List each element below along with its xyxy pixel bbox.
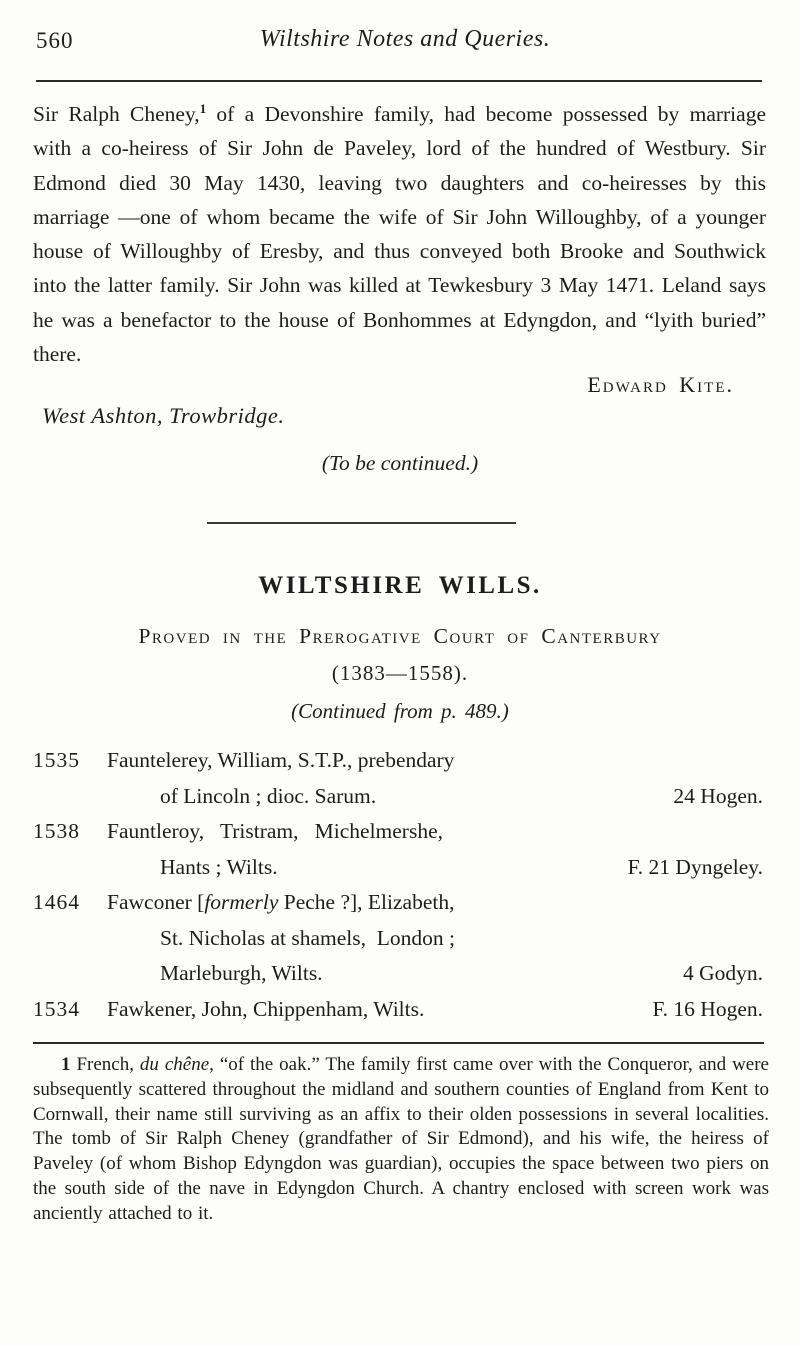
author-place: West Ashton, Trowbridge. xyxy=(42,403,285,429)
author-signature: Edward Kite. xyxy=(587,372,734,398)
will-entry-year: 1534 xyxy=(33,996,80,1021)
article-paragraph xyxy=(33,97,766,371)
will-entry-line xyxy=(33,743,765,779)
will-entry-line xyxy=(33,921,765,957)
will-entry-year: 1464 xyxy=(33,890,80,915)
text-segment: , “of the oak.” The family first came over with the Conqueror, and were subsequently scattered throughout the midland and southern counties of England from Kent to Cornwall, their name still surviving as an affix to their olden possessions in several localities. The tomb of Sir Ralph Cheney (grandfather of Sir Edmond), and his wife, the heiress of Paveley (of whom Bishop Edyngdon was guardian), occupies the space between two piers on the south side of the nave in Edyngdon Church. A chantry enclosed with screen work was anciently attached to it. xyxy=(33,1054,769,1224)
will-entry-reference: 4 Godyn. xyxy=(682,961,763,986)
section-divider xyxy=(207,522,516,524)
text-segment: St. Nicholas at shamels, London ; xyxy=(160,925,455,950)
text-segment: Marleburgh, Wilts. xyxy=(160,961,323,986)
header-rule xyxy=(36,80,762,82)
paragraph-text-before-ref: Sir Ralph Cheney, xyxy=(33,102,200,126)
will-entry xyxy=(33,814,765,885)
will-entry xyxy=(33,992,765,1028)
will-entry-reference: F. 21 Dyngeley. xyxy=(627,854,763,879)
continuation-note: (To be continued.) xyxy=(321,451,479,476)
will-entry-line xyxy=(33,779,765,815)
page-header xyxy=(0,26,800,70)
will-entry-reference: 24 Hogen. xyxy=(673,783,763,808)
will-entry-line xyxy=(33,992,765,1028)
will-entry-line xyxy=(33,814,765,850)
text-segment: Hants ; Wilts. xyxy=(160,854,278,879)
footnote-ref-superscript: 1 xyxy=(199,101,207,116)
text-segment: Fawkener, John, Chippenham, Wilts. xyxy=(107,996,425,1021)
wills-continued-from: (Continued from p. 489.) xyxy=(291,699,509,724)
footnote-rule xyxy=(33,1042,764,1044)
text-segment: du chêne xyxy=(139,1054,210,1076)
wills-list xyxy=(33,743,765,1027)
wills-date-range: (1383—1558). xyxy=(331,661,469,686)
will-entry-line xyxy=(33,850,765,886)
page-number: 560 xyxy=(36,28,74,53)
text-segment: French, xyxy=(70,1054,140,1076)
will-entry-reference: F. 16 Hogen. xyxy=(652,996,763,1021)
journal-title: Wiltshire Notes and Queries. xyxy=(259,26,551,52)
will-entry xyxy=(33,885,765,992)
text-segment: Fauntelerey, William, S.T.P., prebendary xyxy=(107,748,455,773)
will-entry-year: 1535 xyxy=(33,748,80,773)
will-entry xyxy=(33,743,765,814)
text-segment: Fauntleroy, Tristram, Michelmershe, xyxy=(107,819,444,844)
text-segment: Peche ?], Elizabeth, xyxy=(278,890,455,915)
text-segment: Fawconer [ xyxy=(107,890,205,915)
wills-section-title: WILTSHIRE WILLS. xyxy=(258,572,542,600)
wills-section-subtitle: Proved in the Prerogative Court of Canterbury xyxy=(138,624,662,649)
will-entry-line xyxy=(33,885,765,921)
will-entry-year: 1538 xyxy=(33,819,80,844)
text-segment: 1 xyxy=(61,1054,71,1076)
text-segment: of Lincoln ; dioc. Sarum. xyxy=(160,783,377,808)
will-entry-line xyxy=(33,956,765,992)
paragraph-text-after-ref: of a Devonshire family, had become possessed by marriage with a co-heiress of Sir John de Paveley, lord of the hundred of Westbury. Sir Edmond died 30 May 1430, leaving two daughters and co-heiresses by this marriage —one of whom became the wife of Sir John Willoughby, of a younger house of Willoughby of Eresby, and thus conveyed both Brooke and Southwick into the latter family. Sir John was killed at Tewkesbury 3 May 1471. Leland says he was a benefactor to the house of Bonhommes at Edyngdon, and “lyith buried” there. xyxy=(33,102,766,367)
footnote-text xyxy=(33,1053,769,1226)
text-segment: formerly xyxy=(204,890,279,915)
